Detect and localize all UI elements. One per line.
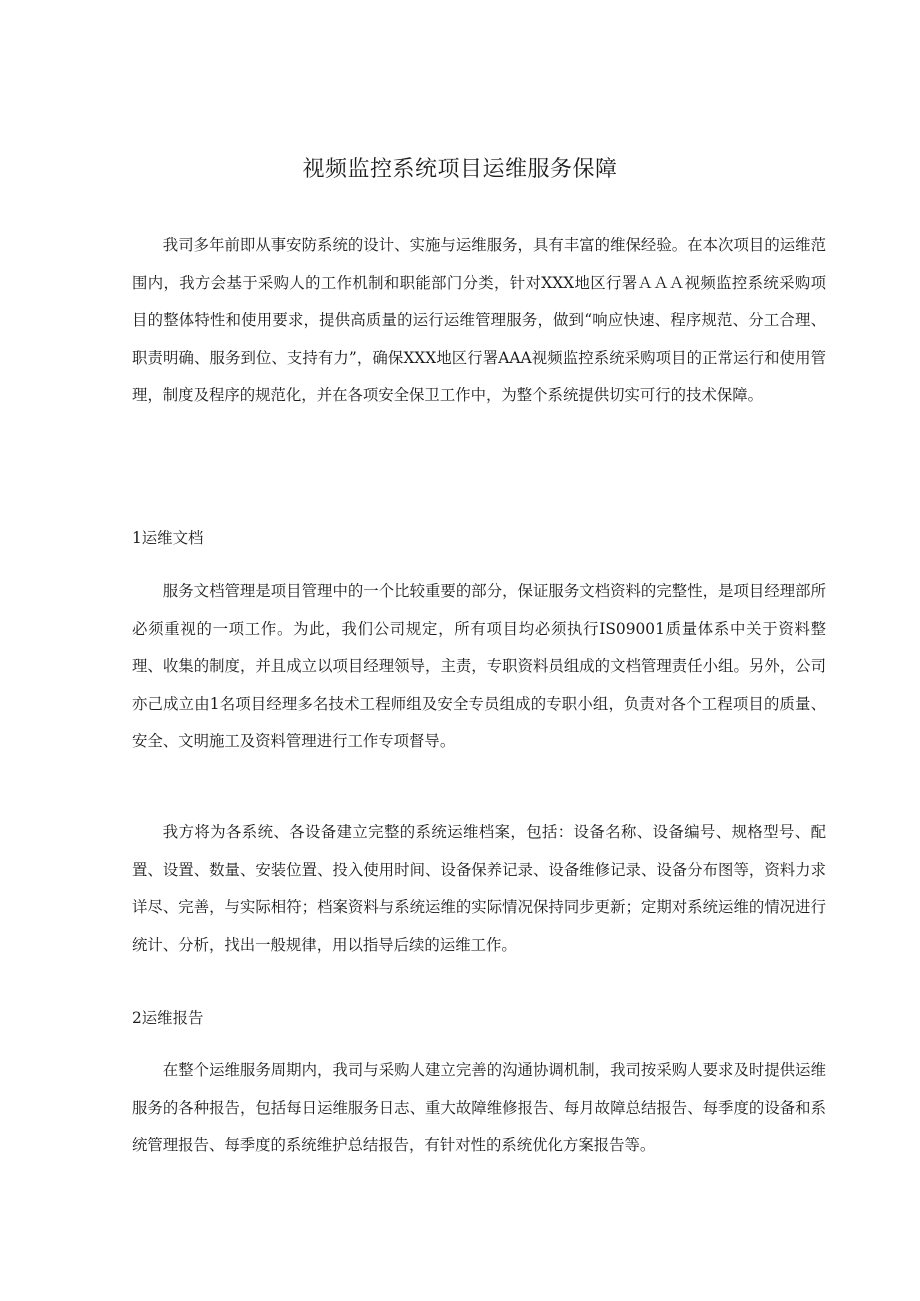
ops-docs-paragraph-1: 服务文档管理是项目管理中的一个比较重要的部分，保证服务文档资料的完整性，是项目经理部所必须重视的一项工作。为此，我们公司规定，所有项目均必须执行IS09001质量体系中关于资料整理、收集的制度，并且成立以项目经理领导，主责，专职资料员组成的文档管理责任小组。另外，公司亦己成立由1名项目经理多名技术工程师组及安全专员组成的专职小组，负责对各个工程项目的质量、安全、文明施工及资料管理进行工作专项督导。 <box>132 582 826 750</box>
document-title: 视频监控系统项目运维服务保障 <box>302 157 618 182</box>
ops-docs-paragraph-2: 我方将为各系统、各设备建立完整的系统运维档案，包括：设备名称、设备编号、规格型号、配置、设置、数量、安装位置、投入使用时间、设备保养记录、设备维修记录、设备分布图等，资料力求详尽、完善，与实际相符；档案资料与系统运维的实际情况保持同步更新；定期对系统运维的情况进行统计、分析，找出一般规律，用以指导后续的运维工作。 <box>132 823 826 954</box>
section-heading-ops-reports: 2运维报告 <box>132 1009 204 1027</box>
ops-reports-paragraph-1: 在整个运维服务周期内，我司与采购人建立完善的沟通协调机制，我司按采购人要求及时提供运维服务的各种报告，包括每日运维服务日志、重大故障维修报告、每月故障总结报告、每季度的设备和系统管理报告、每季度的系统维护总结报告，有针对性的系统优化方案报告等。 <box>132 1061 826 1154</box>
intro-paragraph: 我司多年前即从事安防系统的设计、实施与运维服务，具有丰富的维保经验。在本次项目的运维范围内，我方会基于采购人的工作机制和职能部门分类，针对XXX地区行署ＡＡＡ视频监控系统采购项目的整体特性和使用要求，提供高质量的运行运维管理服务，做到“响应快速、程序规范、分工合理、职责明确、服务到位、支持有力”，确保XXX地区行署AAA视频监控系统采购项目的正常运行和使用管理，制度及程序的规范化，并在各项安全保卫工作中，为整个系统提供切实可行的技术保障。 <box>132 236 826 404</box>
section-heading-ops-docs: 1运维文档 <box>132 529 204 547</box>
